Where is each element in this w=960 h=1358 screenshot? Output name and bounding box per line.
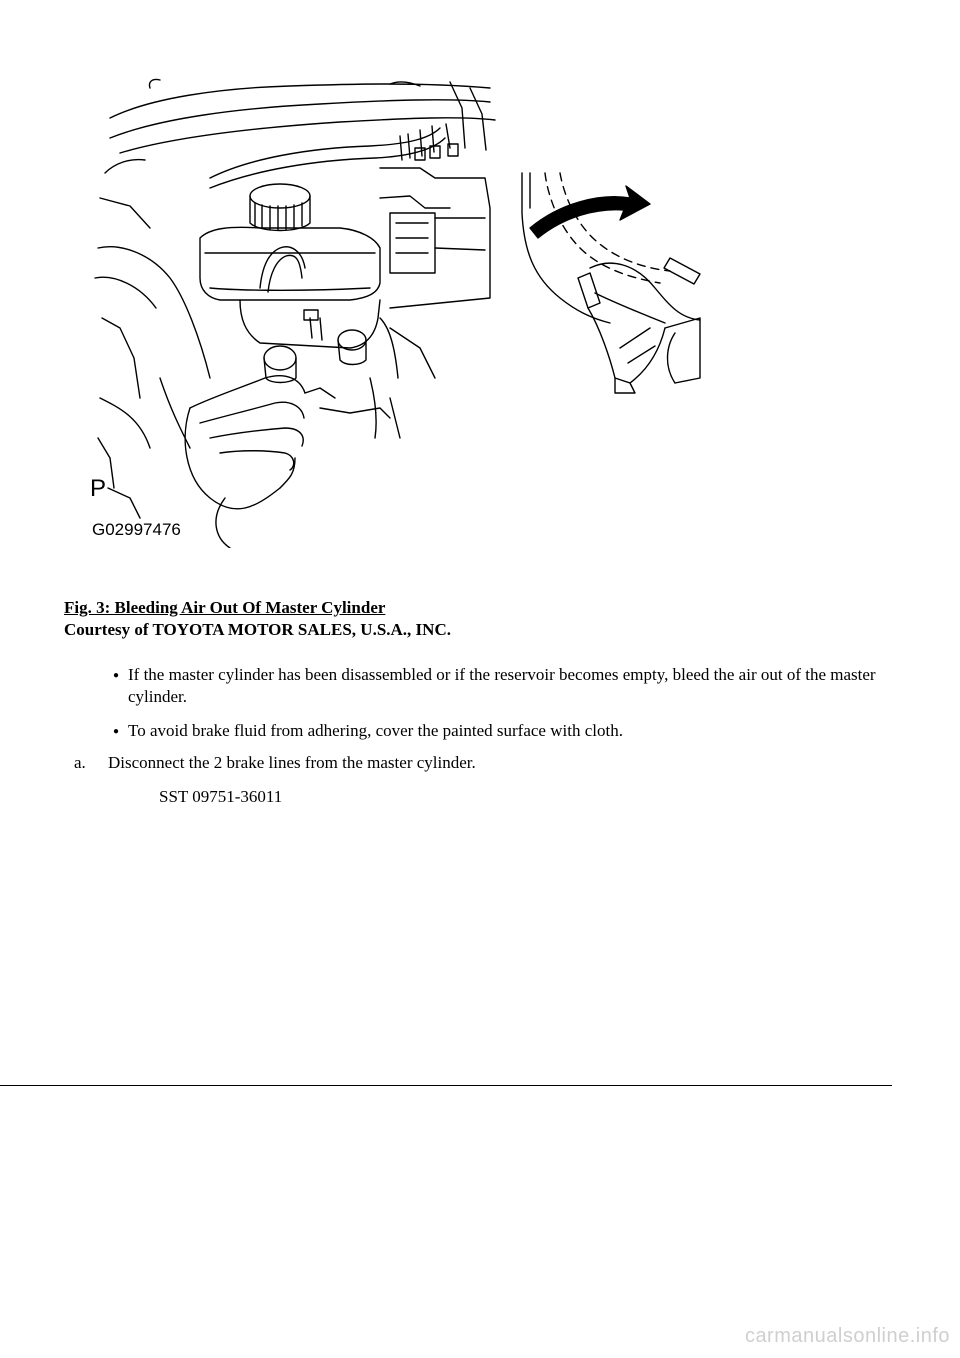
step-marker: a. bbox=[74, 753, 86, 772]
figure-caption-credit: Courtesy of TOYOTA MOTOR SALES, U.S.A., INC. bbox=[64, 620, 451, 639]
list-item bbox=[64, 720, 894, 742]
master-cylinder-body bbox=[240, 300, 380, 383]
fluid-reservoir bbox=[200, 227, 380, 300]
figure-caption-title: Fig. 3: Bleeding Air Out Of Master Cylinder bbox=[64, 598, 386, 617]
note-text: If the master cylinder has been disassembled or if the reservoir becomes empty, bleed the air out of the master cylinder. bbox=[128, 665, 876, 706]
brake-lines bbox=[210, 124, 458, 292]
step-text: Disconnect the 2 brake lines from the master cylinder. bbox=[108, 753, 476, 772]
brake-booster bbox=[370, 168, 490, 438]
brake-pedal-inset bbox=[522, 173, 700, 393]
bullet-icon: ● bbox=[113, 670, 120, 681]
page-divider bbox=[0, 1085, 892, 1086]
view-label: P bbox=[90, 475, 107, 502]
notes-list bbox=[64, 664, 894, 754]
procedure-step bbox=[64, 752, 894, 774]
figure-caption bbox=[64, 597, 451, 641]
graphic-id: G02997476 bbox=[92, 520, 181, 539]
reservoir-cap bbox=[250, 184, 310, 231]
master-cylinder-illustration bbox=[90, 78, 730, 548]
list-item bbox=[64, 664, 894, 708]
technician-hand bbox=[185, 376, 390, 548]
special-service-tool: SST 09751-36011 bbox=[159, 787, 283, 806]
bullet-icon: ● bbox=[113, 726, 120, 737]
site-watermark: carmanualsonline.info bbox=[744, 1325, 950, 1347]
note-text: To avoid brake fluid from adhering, cover the painted surface with cloth. bbox=[128, 721, 623, 740]
